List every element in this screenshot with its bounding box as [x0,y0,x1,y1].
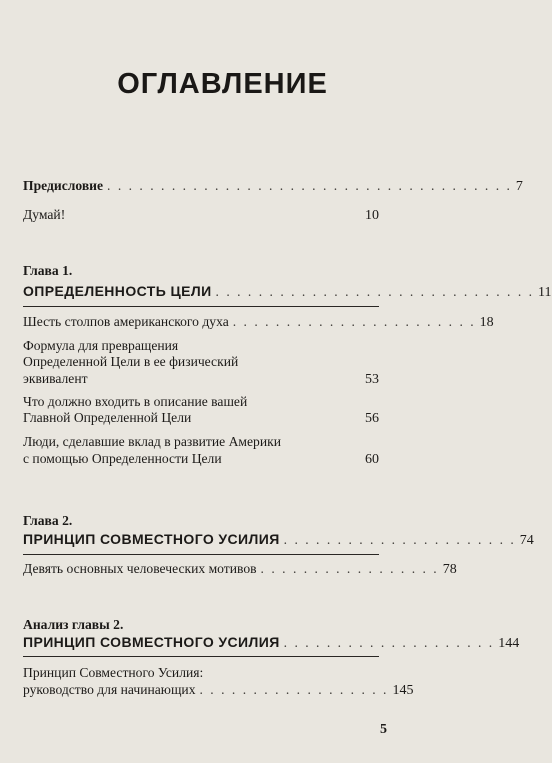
chapter-number: Глава 1. [23,263,73,278]
toc-entry-label: Предисловие [23,178,104,193]
dot-leader: . . . . . . . . . . . . . . . . . . [199,682,389,697]
chapter-heading: ПРИНЦИП СОВМЕСТНОГО УСИЛИЯ [23,531,280,547]
toc-subentry-label: Главной Определенной Цели [23,410,192,425]
toc-entry-ch1[interactable] [23,283,552,301]
divider [23,656,379,657]
dot-leader: . . . . . . . . . . . . . . . . . . . . . . . . . . . . . . [215,284,535,299]
toc-subentry-label: Девять основных человеческих мотивов [23,561,257,576]
chapter-number: Анализ главы 2. [23,617,124,632]
toc-subentry[interactable] [23,314,494,331]
divider [23,306,379,307]
page-number: 5 [380,722,387,737]
chapter-number: Глава 2. [23,513,73,528]
page-title: ОГЛАВЛЕНИЕ [117,68,328,100]
toc-subentry[interactable] [23,451,379,468]
dot-leader: . . . . . . . . . . . . . . . . . . . . . . . [232,314,476,329]
toc-entry-page: 53 [365,372,379,387]
toc-entry-page: 74 [519,533,534,548]
toc-subentry-label: руководство для начинающих [23,682,196,697]
toc-entry-page: 145 [392,683,414,698]
toc-subentry-label: эквивалент [23,371,88,386]
toc-subentry[interactable] [23,410,379,427]
toc-entry-preface[interactable] [23,178,523,195]
toc-subentry-line[interactable]: Люди, сделавшие вклад в развитие Америки [23,434,281,449]
toc-entry-page: 60 [365,452,379,467]
dot-leader: . . . . . . . . . . . . . . . . . [260,561,439,576]
toc-subentry-line[interactable]: Формула для превращения [23,338,179,353]
toc-subentry-line[interactable]: Что должно входить в описание вашей [23,394,248,409]
divider [23,554,379,555]
toc-entry-analysis2[interactable] [23,634,520,652]
toc-subentry-label: Шесть столпов американского духа [23,314,229,329]
dot-leader: . . . . . . . . . . . . . . . . . . . . [283,635,495,650]
toc-subentry-label: с помощью Определенности Цели [23,451,222,466]
toc-subentry[interactable] [23,561,457,578]
toc-subentry-line[interactable]: Определенной Цели в ее физический [23,354,239,369]
toc-subentry[interactable] [23,371,379,388]
toc-entry-page: 11 [538,285,552,300]
toc-entry-label: Думай! [23,207,66,222]
dot-leader: . . . . . . . . . . . . . . . . . . . . . . . . . . . . . . . . . . . . . . [107,178,512,193]
toc-entry-page: 144 [498,636,520,651]
toc-entry-page: 10 [365,208,379,223]
toc-entry-page: 78 [442,562,457,577]
toc-entry-think[interactable] [23,207,379,224]
toc-entry-ch2[interactable] [23,531,534,549]
chapter-heading: ПРИНЦИП СОВМЕСТНОГО УСИЛИЯ [23,634,280,650]
dot-leader: . . . . . . . . . . . . . . . . . . . . . . [283,532,516,547]
chapter-heading: ОПРЕДЕЛЕННОСТЬ ЦЕЛИ [23,283,212,299]
toc-entry-page: 18 [479,315,494,330]
toc-entry-page: 56 [365,411,379,426]
toc-subentry[interactable] [23,682,414,699]
toc-entry-page: 7 [515,179,523,194]
toc-subentry-line[interactable]: Принцип Совместного Усилия: [23,665,204,680]
